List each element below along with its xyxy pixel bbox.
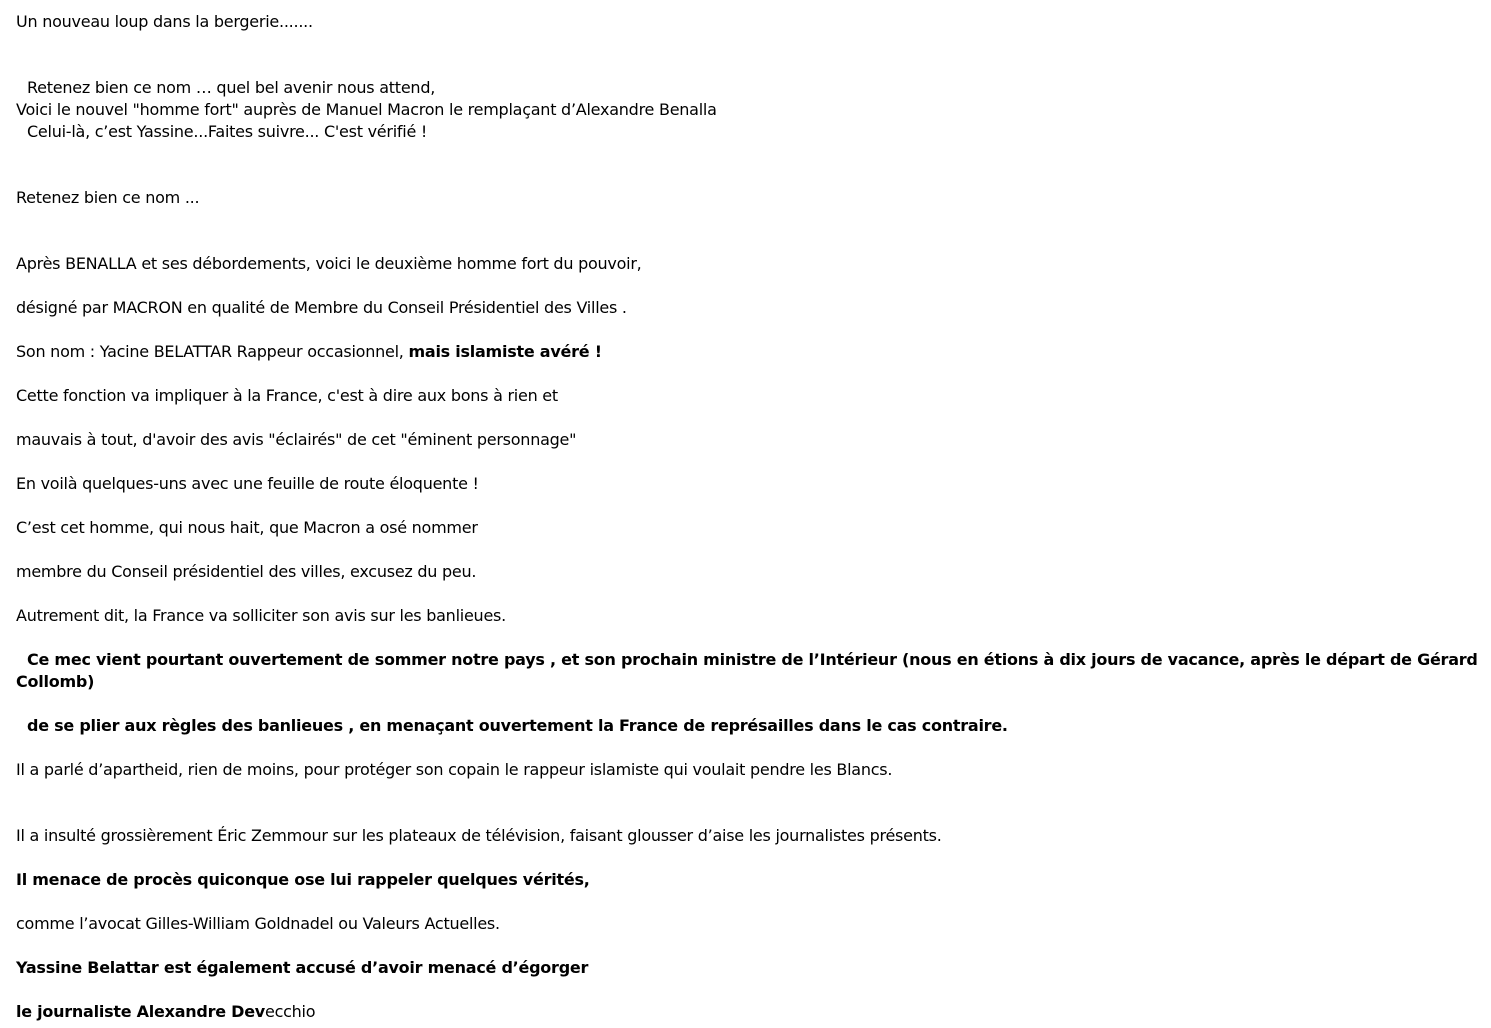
paragraph-10-line-1: Ce mec vient pourtant ouvertement de sommer notre pays , et son prochain ministre de l’Intérieur (nous en étions à dix jours de vacance, après le départ de Gérard — [27, 650, 1478, 669]
paragraph-12: Il a parlé d’apartheid, rien de moins, pour protéger son copain le rappeur islamiste qui voulait pendre les Blancs. — [16, 760, 893, 779]
paragraph-14: Il menace de procès quiconque ose lui rappeler quelques vérités, — [16, 870, 590, 889]
paragraph-10-line-2: Collomb) — [16, 672, 95, 691]
paragraph-4: Cette fonction va impliquer à la France, c'est à dire aux bons à rien et — [16, 386, 558, 405]
document-title: Un nouveau loup dans la bergerie....... — [16, 12, 313, 31]
paragraph-7: C’est cet homme, qui nous hait, que Macron a osé nommer — [16, 518, 478, 537]
paragraph-3 — [16, 341, 602, 363]
paragraph-17 — [16, 1001, 315, 1023]
paragraph-5: mauvais à tout, d'avoir des avis "éclairés" de cet "éminent personnage" — [16, 430, 577, 449]
paragraph-16: Yassine Belattar est également accusé d’avoir menacé d’égorger — [16, 958, 589, 977]
paragraph-retenez: Retenez bien ce nom ... — [16, 188, 200, 207]
intro-line-2: Voici le nouvel "homme fort" auprès de Manuel Macron le remplaçant d’Alexandre Benalla — [16, 100, 717, 119]
intro-line-3: Celui-là, c’est Yassine...Faites suivre... C'est vérifié ! — [27, 122, 428, 141]
paragraph-8: membre du Conseil présidentiel des villes, excusez du peu. — [16, 562, 477, 581]
paragraph-3-emphasis: mais islamiste avéré ! — [408, 342, 602, 361]
paragraph-6: En voilà quelques-uns avec une feuille de route éloquente ! — [16, 474, 479, 493]
paragraph-13: Il a insulté grossièrement Éric Zemmour sur les plateaux de télévision, faisant glousser d’aise les journalistes présents. — [16, 826, 942, 845]
intro-line-1: Retenez bien ce nom … quel bel avenir nous attend, — [27, 78, 436, 97]
paragraph-3-text: Son nom : Yacine BELATTAR Rappeur occasionnel, — [16, 342, 409, 361]
paragraph-9: Autrement dit, la France va solliciter son avis sur les banlieues. — [16, 606, 506, 625]
paragraph-17-text: ecchio — [264, 1002, 316, 1021]
paragraph-1: Après BENALLA et ses débordements, voici le deuxième homme fort du pouvoir, — [16, 254, 642, 273]
paragraph-15: comme l’avocat Gilles-William Goldnadel ou Valeurs Actuelles. — [16, 914, 500, 933]
paragraph-11: de se plier aux règles des banlieues , en menaçant ouvertement la France de représailles dans le cas contraire. — [27, 716, 1008, 735]
paragraph-2: désigné par MACRON en qualité de Membre du Conseil Présidentiel des Villes . — [16, 298, 627, 317]
paragraph-17-emphasis: le journaliste Alexandre Dev — [16, 1002, 265, 1021]
